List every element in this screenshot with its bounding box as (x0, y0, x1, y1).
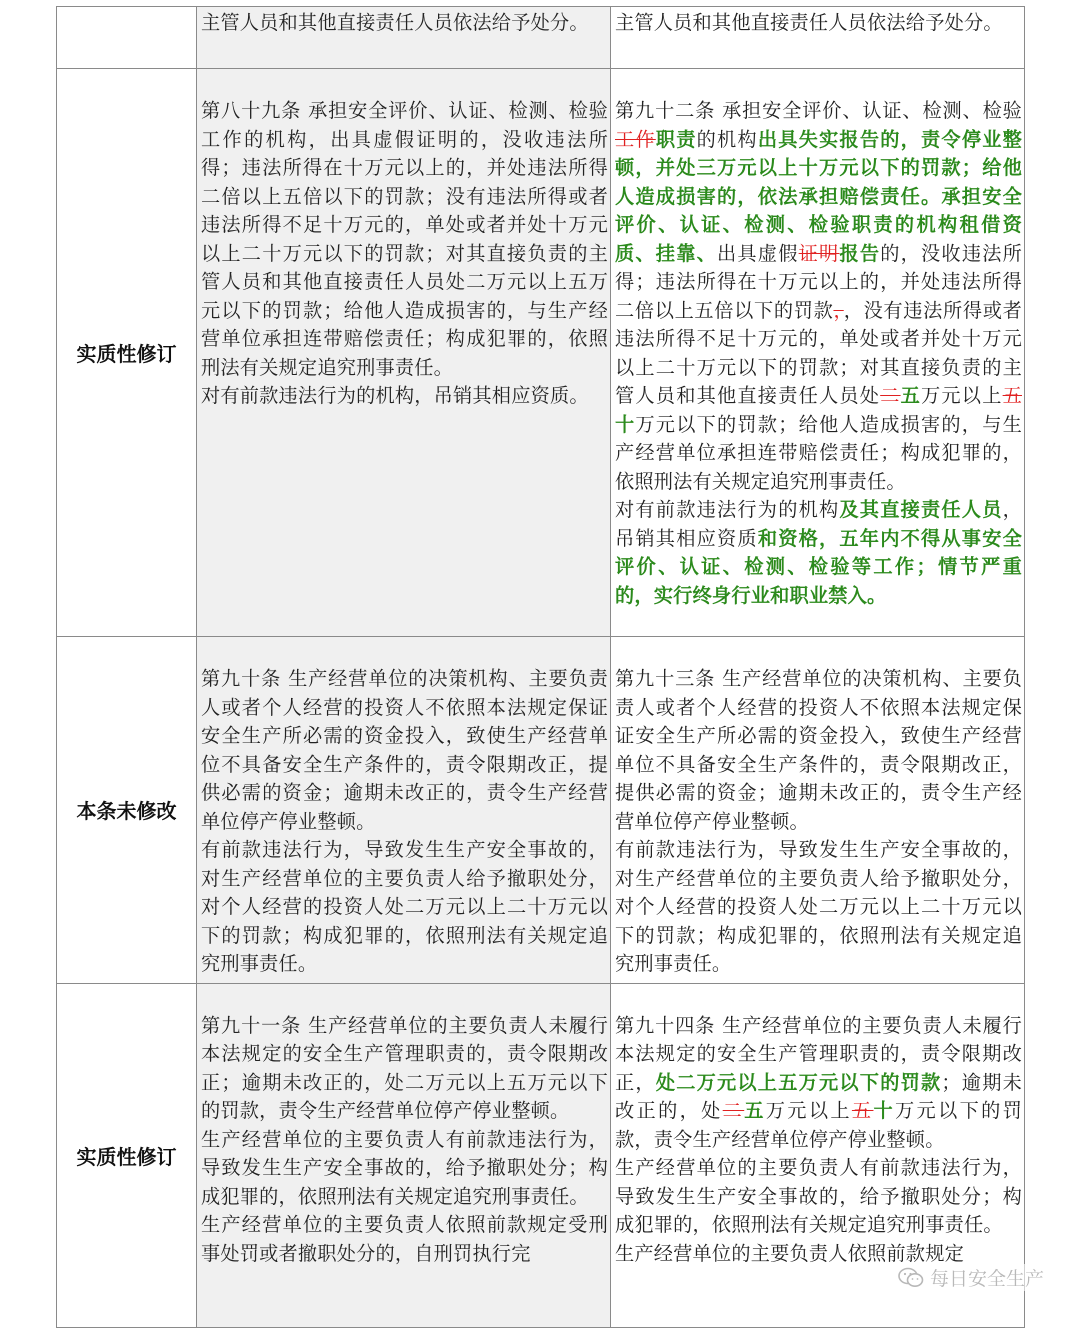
text-run: 出具虚假 (717, 241, 799, 265)
added-text: 报告 (839, 241, 881, 265)
text-run: 第九十二条 承担安全评价、认证、检测、检验 (615, 99, 1022, 122)
text-run: ；逾期未改正的，处 (615, 1070, 1022, 1122)
text-run: 万元以上 (921, 384, 1003, 407)
revision-label: 本条未修改 (57, 637, 197, 984)
new-paragraph: 第九十三条 生产经营单位的决策机构、主要负责人或者个人经营的投资人不依照本法规定保证安全生产所必需的资金投入，致使生产经营单位不具备安全生产条件的，责令限期改正，提供必需的资金；逾期未改正的，责令生产经营单位停产停业整顿。 (615, 667, 1022, 833)
new-paragraph (615, 1012, 1022, 1155)
old-paragraph: 生产经营单位的主要负责人依照前款规定受刑事处罚或者撤职处分的，自刑罚执行完 (201, 1213, 608, 1265)
text-run: ，吊销其相应资质 (615, 498, 1022, 550)
new-text: 主管人员和其他直接责任人员依法给予处分。 (615, 11, 1003, 34)
added-text: 十 (873, 1099, 895, 1122)
text-run: 万元以下的罚款，责令生产经营单位停产停业整顿。 (615, 1099, 1023, 1151)
new-paragraph: 生产经营单位的主要负责人有前款违法行为，导致发生生产安全事故的，给予撤职处分；构成犯罪的，依照刑法有关规定追究刑事责任。 (615, 1156, 1022, 1236)
new-article-cell (611, 69, 1025, 637)
table-row (57, 637, 1025, 984)
old-article-cell (197, 637, 611, 984)
table-row (57, 69, 1025, 637)
old-article-cell (197, 983, 611, 1327)
deleted-text: ， (833, 298, 844, 322)
text-run: 万元以上 (765, 1099, 852, 1122)
old-text: 主管人员和其他直接责任人员依法给予处分。 (201, 11, 589, 34)
revision-label: 实质性修订 (57, 983, 197, 1327)
table-row (57, 7, 1025, 69)
revision-label (57, 7, 197, 69)
added-text: 五 (900, 384, 921, 407)
added-text: 出具失实报告的，责令停业整顿，并处三万元以上十万元以下的罚款；给他人造成损害的，依法承担赔偿责任。承担安全评价、认证、检测、检验职责的机构租借资质、挂靠、 (615, 127, 1023, 265)
new-paragraph (615, 97, 1022, 496)
added-text: 五 (744, 1099, 766, 1122)
revision-label: 实质性修订 (57, 69, 197, 637)
new-article-cell (611, 7, 1025, 69)
table-row (57, 983, 1025, 1327)
text-run: 的机构 (696, 127, 758, 151)
text-run: 对有前款违法行为的机构 (615, 498, 840, 521)
new-paragraph: 生产经营单位的主要负责人依照前款规定 (615, 1241, 964, 1265)
text-run: ，没有违法所得或者违法所得不足十万元的，单处或者并处十万元以上二十万元以下的罚款；对其直接负责的主管人员和其他直接责任人员处 (615, 298, 1022, 407)
text-run: 第九十四条 生产经营单位的主要负责人未履行本法规定的安全生产管理职责的，责令限期改正， (615, 1013, 1022, 1094)
old-paragraph: 第九十一条 生产经营单位的主要负责人未履行本法规定的安全生产管理职责的，责令限期改正；逾期未改正的，处二万元以上五万元以下的罚款，责令生产经营单位停产停业整顿。 (201, 1013, 608, 1122)
deleted-text: 五 (1002, 384, 1022, 407)
added-text: 职责 (655, 127, 697, 151)
deleted-text: 证明 (798, 241, 840, 265)
deleted-text: 二 (722, 1099, 745, 1122)
new-paragraph (615, 496, 1022, 610)
old-article-cell (197, 7, 611, 69)
old-article-cell (197, 69, 611, 637)
new-article-cell (611, 637, 1025, 984)
text-run: 万元以下的罚款；给他人造成损害的，与生产经营单位承担连带赔偿责任；构成犯罪的，依照刑法有关规定追究刑事责任。 (615, 412, 1022, 493)
added-text: 及其直接责任人员 (839, 498, 1003, 521)
added-text: 处二万元以上五万元以下的罚款 (655, 1070, 942, 1094)
watermark (898, 1264, 1044, 1291)
old-paragraph: 对有前款违法行为的机构，吊销其相应资质。 (201, 384, 589, 407)
wechat-icon (898, 1267, 924, 1289)
added-text: 十 (615, 412, 636, 436)
old-paragraph: 有前款违法行为，导致发生生产安全事故的，对生产经营单位的主要负责人给予撤职处分，对个人经营的投资人处二万元以上二十万元以下的罚款；构成犯罪的，依照刑法有关规定追究刑事责任。 (201, 838, 608, 975)
watermark-text: 每日安全生产 (929, 1268, 1044, 1290)
old-paragraph: 第九十条 生产经营单位的决策机构、主要负责人或者个人经营的投资人不依照本法规定保证安全生产所必需的资金投入，致使生产经营单位不具备安全生产条件的，责令限期改正，提供必需的资金；逾期未改正的，责令生产经营单位停产停业整顿。 (201, 667, 608, 833)
old-paragraph: 生产经营单位的主要负责人有前款违法行为，导致发生生产安全事故的，给予撤职处分；构成犯罪的，依照刑法有关规定追究刑事责任。 (201, 1127, 608, 1208)
new-paragraph: 有前款违法行为，导致发生生产安全事故的，对生产经营单位的主要负责人给予撤职处分，对个人经营的投资人处二万元以上二十万元以下的罚款；构成犯罪的，依照刑法有关规定追究刑事责任。 (615, 838, 1022, 975)
deleted-text: 二 (880, 384, 901, 407)
added-text: 和资格，五年内不得从事安全评价、认证、检测、检验等工作；情节严重的，实行终身行业和职业禁入。 (615, 526, 1022, 607)
comparison-table (56, 6, 1025, 1328)
old-paragraph: 第八十九条 承担安全评价、认证、检测、检验工作的机构，出具虚假证明的，没收违法所得；违法所得在十万元以上的，并处违法所得二倍以上五倍以下的罚款；没有违法所得或者违法所得不足十万元的，单处或者并处十万元以上二十万元以下的罚款；对其直接负责的主管人员和其他直接责任人员处二万元以上五万元以下的罚款；给他人造成损害的，与生产经营单位承担连带赔偿责任；构成犯罪的，依照刑法有关规定追究刑事责任。 (201, 99, 608, 379)
deleted-text: 工作 (615, 127, 656, 151)
text-run: 的，没收违法所得；违法所得在十万元以上的，并处违法所得二倍以上五倍以下的罚款 (615, 241, 1023, 322)
deleted-text: 五 (851, 1099, 874, 1122)
